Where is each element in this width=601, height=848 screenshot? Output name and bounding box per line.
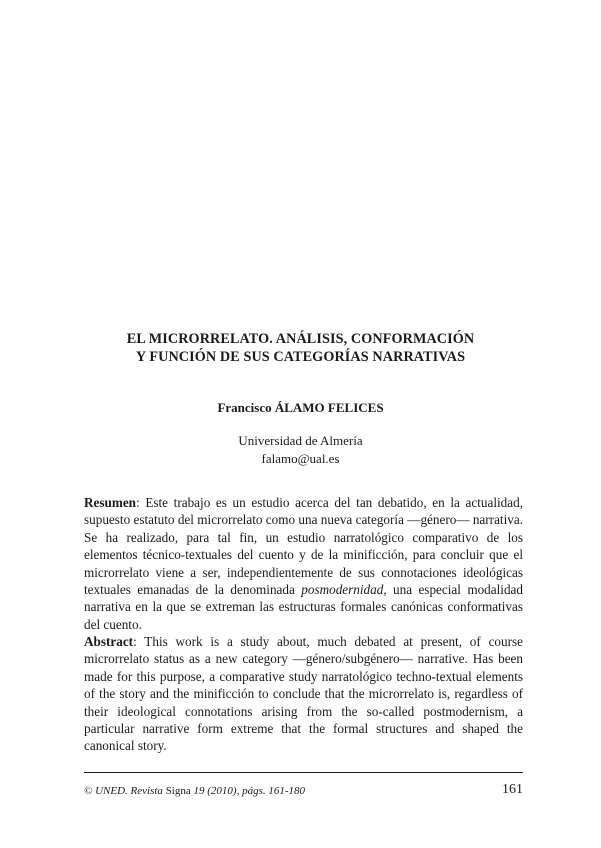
footer-prefix: © UNED. Revista [84,785,166,797]
resumen-label: Resumen [84,495,137,510]
resumen-text-2: , una especial modalidad narrativa en la que se extreman las estructuras formales canónicas conformativas del cuento. [84,582,523,632]
abstract-text: : This work is a study about, much debated at present, of course microrrelato status as a new category —género/subgénero— narrative. Has been made for this purpose, a comparative study narratológico techno-textual elements of the story and the minificción to conclude that the microrrelato is, regardless of their ideological connotations arising from the so-called postmodernism, a particular narrative form extreme that the formal structures and shaped the canonical story. [84,634,523,754]
institution: Universidad de Almería [238,433,363,448]
footer-divider [84,772,523,773]
title-line-1: EL MICRORRELATO. ANÁLISIS, CONFORMACIÓN [126,331,475,347]
resumen-text-1: : Este trabajo es un estudio acerca del tan debatido, en la actualidad, supuesto estatuto del microrrelato como una nueva categoría —género— narrativa. Se ha realizado, para tal fin, un estudio narratológico comparativo de los elementos técnico-textuales del cuento y de la minificción, para concluir que el microrrelato viene a ser, independientemente de sus connotaciones ideológicas textuales emanadas de la denominada [84,495,523,598]
footer-suffix: 19 (2010), págs. 161-180 [190,785,306,797]
author-email: falamo@ual.es [261,451,340,466]
footer-citation [84,785,305,797]
resumen-paragraph [84,494,523,633]
page-number: 161 [502,782,523,797]
abstract-label: Abstract [84,634,134,649]
article-title [0,330,601,366]
title-line-2: Y FUNCIÓN DE SUS CATEGORÍAS NARRATIVAS [135,349,466,365]
resumen-emphasis: posmodernidad [301,582,384,598]
author-name: Francisco ÁLAMO FELICES [217,400,384,415]
footer-journal: Signa [165,785,191,797]
abstract-paragraph [84,633,523,755]
author-affiliation [0,432,601,468]
